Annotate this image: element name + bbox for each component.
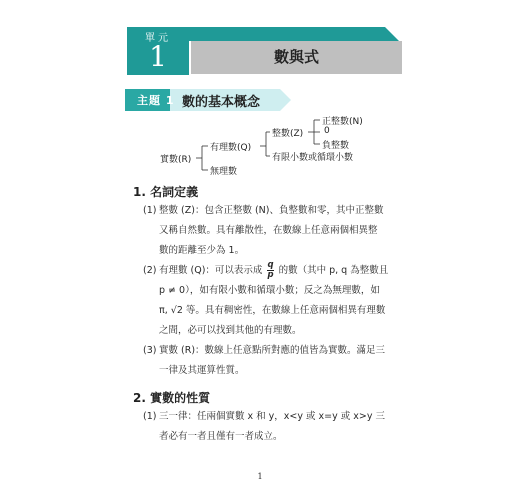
text-line: 三一律：任兩個實數 x 和 y，x<y 或 x=y 或 x>y 三 [159, 411, 386, 422]
text-line: 實數 (R)：數線上任意點所對應的值皆為實數。滿足三 [159, 345, 386, 356]
node-irrational: 無理數 [210, 167, 238, 177]
text-line: p ≠ 0），如有限小數和循環小數；反之為無理數，如 [159, 285, 380, 296]
property-trichotomy [143, 407, 403, 447]
definition-real [143, 341, 403, 381]
diagram-brackets [150, 112, 410, 184]
item-number: (1) [143, 411, 157, 422]
node-integer: 整數(Z) [272, 129, 304, 139]
text-line: 一律及其運算性質。 [159, 365, 245, 376]
number-classification-diagram [150, 112, 410, 184]
section-heading-properties: 2. 實數的性質 [133, 391, 211, 405]
fraction-numerator: q [267, 260, 274, 270]
node-finite-or-repeating: 有限小數或循環小數 [272, 153, 354, 163]
topic-title: 數的基本概念 [182, 95, 261, 110]
node-zero: 0 [324, 126, 330, 136]
item-number: (1) [143, 205, 157, 216]
node-real: 實數(R) [160, 155, 192, 165]
node-positive-integer: 正整數(N) [322, 117, 363, 127]
text-line: 的數（其中 p, q 為整數且 [278, 265, 389, 276]
node-rational: 有理數(Q) [210, 143, 252, 153]
section-heading-definitions: 1. 名詞定義 [133, 185, 199, 199]
text-line: 又稱自然數。具有離散性，在數線上任意兩個相異整 [159, 225, 378, 236]
fraction-denominator: p [267, 270, 274, 280]
unit-number: 1 [149, 40, 167, 73]
node-negative-integer: 負整數 [322, 141, 350, 151]
item-number: (2) [143, 265, 157, 276]
definition-rational [143, 261, 403, 341]
unit-title: 數與式 [273, 48, 319, 66]
item-number: (3) [143, 345, 157, 356]
text-line: 之間，必可以找到其他的有理數。 [159, 325, 302, 336]
text-line: π, √2 等。具有稠密性，在數線上任意兩個相異有理數 [159, 305, 386, 316]
text-line: 數的距離至少為 1。 [159, 245, 245, 256]
unit-label: 單元 [145, 33, 171, 44]
text-line: 者必有一者且僅有一者成立。 [159, 431, 283, 442]
text-line: 有理數 (Q)：可以表示成 [159, 265, 263, 276]
text-line: 整數 (Z)：包含正整數 (N)、負整數和零，其中正整數 [159, 205, 384, 216]
topic-label: 主題 1 [137, 94, 175, 107]
definition-integer [143, 201, 403, 261]
fraction-q-over-p [267, 261, 273, 280]
page-number: 1 [257, 472, 263, 481]
